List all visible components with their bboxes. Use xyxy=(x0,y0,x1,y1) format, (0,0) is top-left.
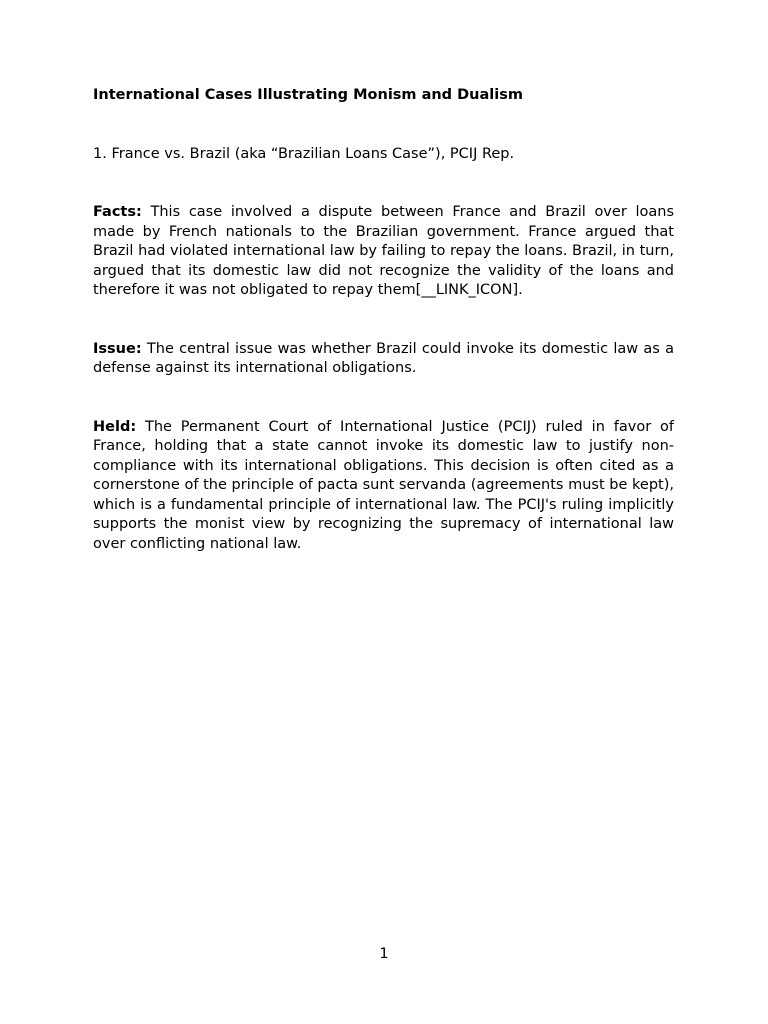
held-label: Held: xyxy=(93,418,137,435)
held-text: The Permanent Court of International Justice (PCIJ) ruled in favor of France, holding that a state cannot invoke its domestic law to justify non-compliance with its international obligations. This decision is often cited as a cornerstone of the principle of pacta sunt servanda (agreements must be kept), which is a fundamental principle of international law. The PCIJ's ruling implicitly supports the monist view by recognizing the supremacy of international law over conflicting national law. xyxy=(93,418,674,552)
issue-label: Issue: xyxy=(93,340,142,357)
facts-text: This case involved a dispute between France and Brazil over loans made by French nationals to the Brazilian government. France argued that Brazil had violated international law by failing to repay the loans. Brazil, in turn, argued that its domestic law did not recognize the validity of the loans and therefore it was not obligated to repay them[__LINK_ICON]. xyxy=(93,204,674,298)
issue-paragraph xyxy=(93,340,674,379)
case-heading: 1. France vs. Brazil (aka “Brazilian Loans Case”), PCIJ Rep. xyxy=(93,145,515,162)
held-paragraph xyxy=(93,418,674,555)
facts-paragraph xyxy=(93,203,674,301)
issue-text: The central issue was whether Brazil could invoke its domestic law as a defense against its international obligations. xyxy=(93,340,674,376)
facts-label: Facts: xyxy=(93,204,142,220)
document-title: International Cases Illustrating Monism and Dualism xyxy=(93,87,523,103)
page-number: 1 xyxy=(379,946,389,962)
page-content xyxy=(93,86,674,554)
